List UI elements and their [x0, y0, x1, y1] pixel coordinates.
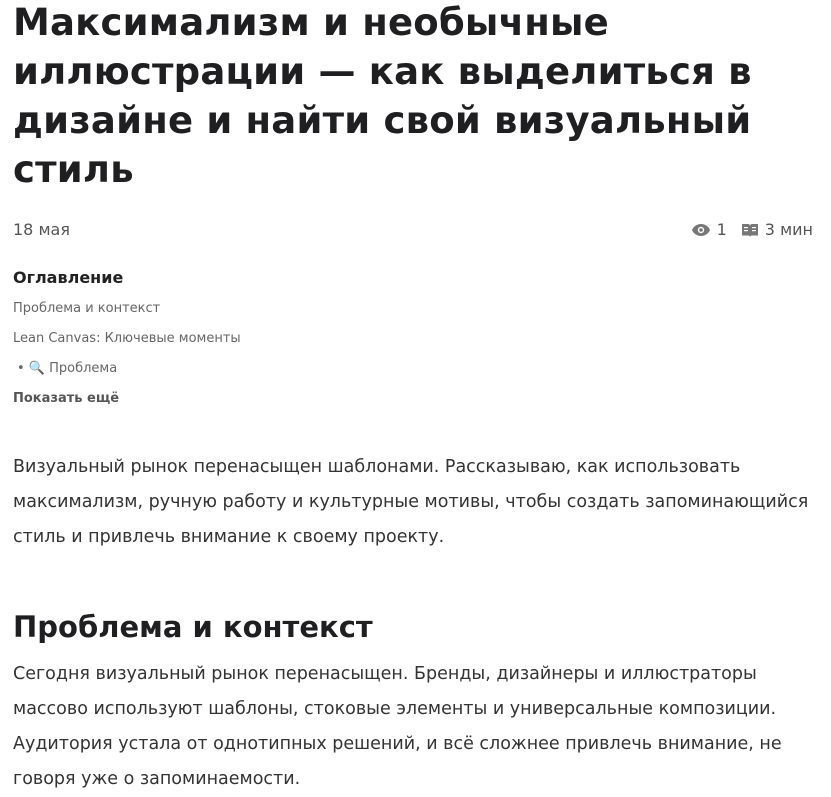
read-time-stat: [741, 220, 813, 239]
publish-date: 18 мая: [13, 220, 70, 239]
book-icon: [741, 222, 759, 238]
toc-show-more-link[interactable]: Показать ещё: [13, 391, 120, 406]
toc-heading: Оглавление: [13, 268, 124, 287]
section-paragraph: Сегодня визуальный рынок перенасыщен. Бренды, дизайнеры и иллюстраторы массово используют шаблоны, стоковые элементы и универсальные композиции. Аудитория устала от однотипных решений, и всё сложнее привлечь внимание, не говоря уже о запоминаемости.: [13, 664, 782, 789]
section-heading: Проблема и контекст: [13, 610, 373, 644]
article-stats: [677, 220, 813, 239]
article-title: Максимализм и необычные иллюстрации — как выделиться в дизайне и найти свой визуальный стиль: [13, 1, 752, 191]
toc-item-lean-canvas[interactable]: Lean Canvas: Ключевые моменты: [13, 331, 241, 346]
table-of-contents: [13, 268, 513, 409]
toc-item-problem[interactable]: • 🔍 Проблема: [17, 361, 118, 376]
views-stat: [691, 220, 727, 239]
eye-icon: [691, 223, 711, 237]
article-meta: [13, 218, 813, 244]
views-count: 1: [716, 220, 727, 239]
lead-paragraph: Визуальный рынок перенасыщен шаблонами. Рассказываю, как использовать максимализм, ручную работу и культурные мотивы, чтобы создать запоминающийся стиль и привлечь внимание к своему проекту.: [13, 457, 809, 547]
toc-item-problem-context[interactable]: Проблема и контекст: [13, 301, 161, 316]
read-time: 3 мин: [764, 220, 813, 239]
